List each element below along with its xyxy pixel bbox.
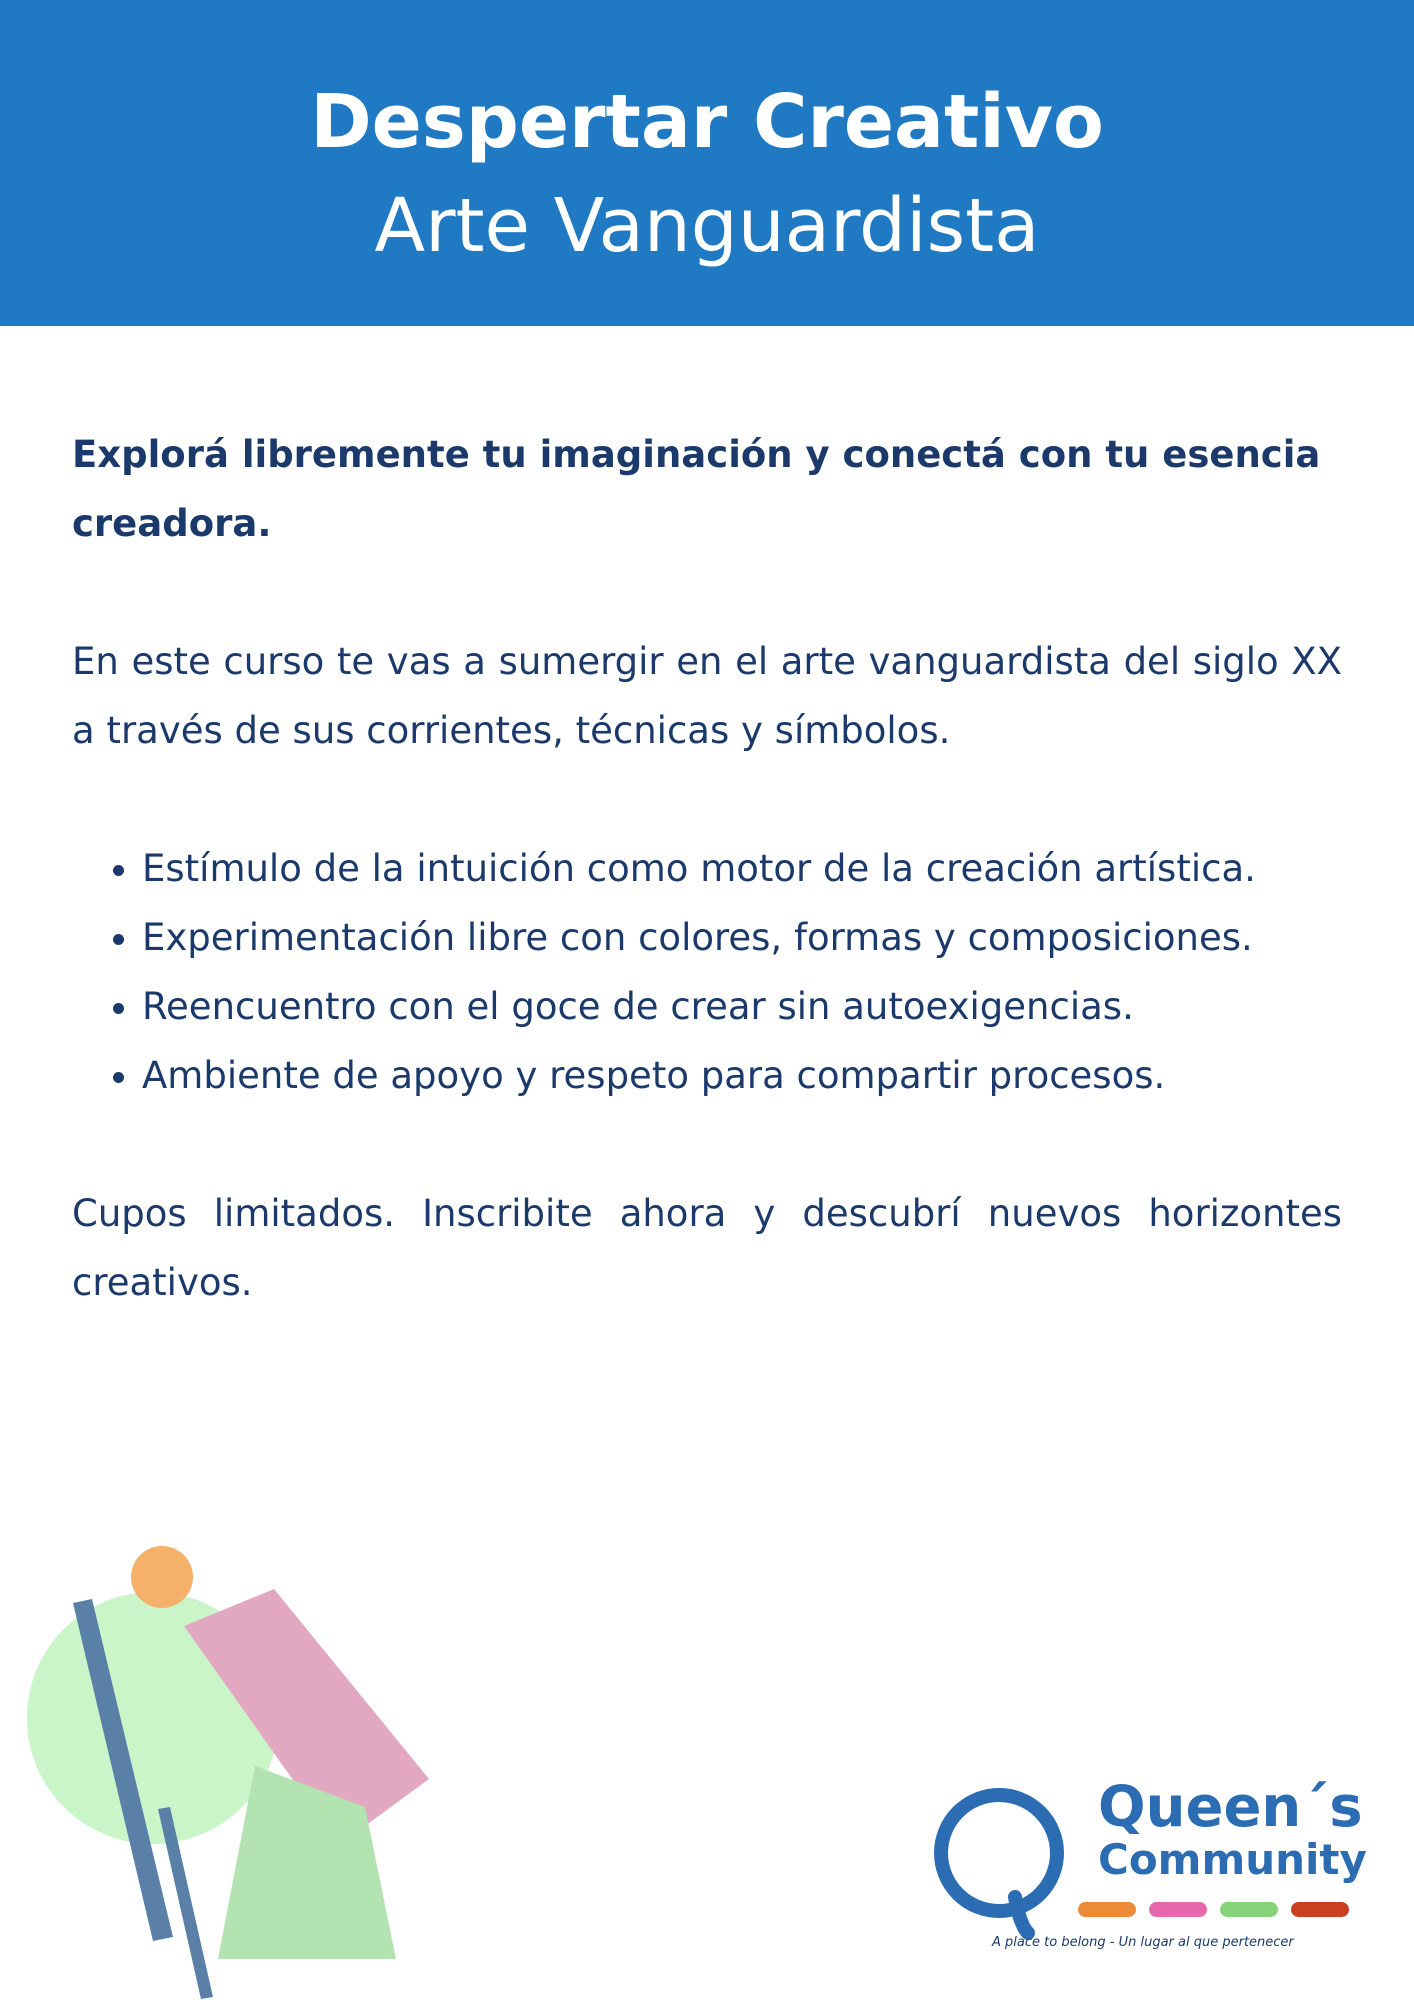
header-banner <box>0 0 1414 326</box>
intro-paragraph: En este curso te vas a sumergir en el arte vanguardista del siglo XX a través de sus corrientes, técnicas y símbolos. <box>72 640 1342 752</box>
list-item: • Experimentación libre con colores, formas y composiciones. <box>142 903 1342 972</box>
list-item: • Estímulo de la intuición como motor de la creación artística. <box>142 834 1342 903</box>
call-to-action: Cupos limitados. Inscribite ahora y descubrí nuevos horizontes creativos. <box>72 1192 1342 1304</box>
orange-bar <box>1078 1902 1136 1917</box>
page-title: Despertar Creativo <box>310 79 1104 165</box>
decorative-shapes <box>0 1520 460 2000</box>
q-logo-icon <box>941 1795 1057 1911</box>
logo-name-line2: Community <box>1098 1835 1367 1884</box>
content-body <box>72 420 1342 1317</box>
logo-name-line1: Queen´s <box>1098 1775 1363 1840</box>
pink-bar <box>1149 1902 1207 1917</box>
list-item: • Reencuentro con el goce de crear sin autoexigencias. <box>142 972 1342 1041</box>
lead-text: Explorá libremente tu imaginación y conectá con tu esencia creadora. <box>72 433 1321 545</box>
green-bar <box>1220 1902 1278 1917</box>
red-bar <box>1291 1902 1349 1917</box>
list-item: • Ambiente de apoyo y respeto para compartir procesos. <box>142 1041 1342 1110</box>
page-subtitle: Arte Vanguardista <box>374 183 1040 269</box>
benefits-list <box>72 834 1342 1110</box>
orange-circle-shape <box>131 1546 193 1608</box>
logo-tagline: A place to belong - Un lugar al que pertenecer <box>992 1935 1294 1950</box>
